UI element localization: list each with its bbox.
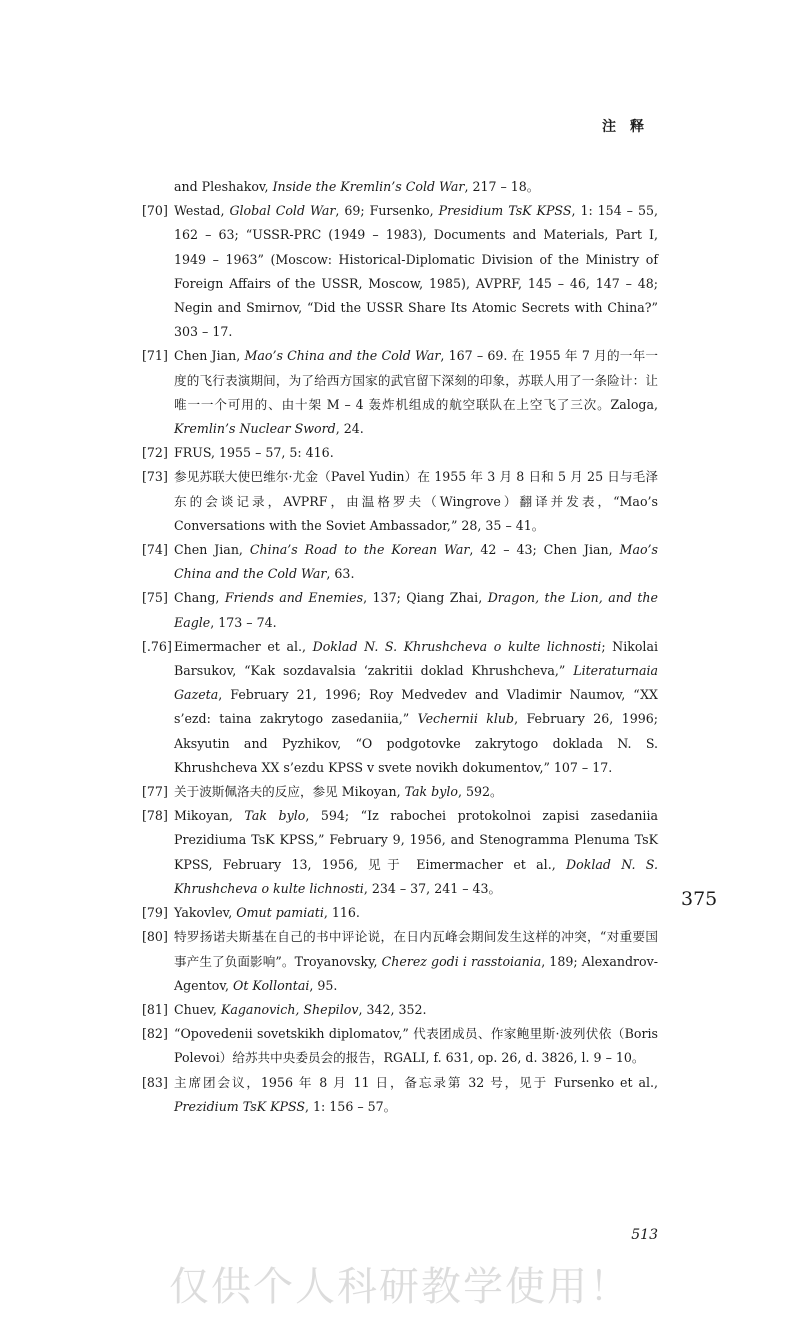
continuation-text: and Pleshakov, Inside the Kremlin’s Cold War, 217 – 18。: [174, 179, 540, 194]
endnote: [142, 780, 658, 804]
endnote: [142, 465, 658, 538]
running-header: 注释: [602, 119, 658, 135]
endnote: [142, 1071, 658, 1119]
endnote-text: Chang, Friends and Enemies, 137; Qiang Zhai, Dragon, the Lion, and the Eagle, 173 – 74.: [174, 590, 658, 630]
notes-list: [142, 199, 658, 1119]
endnote: [142, 804, 658, 901]
endnote: [142, 586, 658, 634]
endnote-text: Mikoyan, Tak bylo, 594; “Iz rabochei protokolnoi zapisi zasedaniia Prezidiuma TsK KPSS,” February 9, 1956, and Stenogramma Plenuma TsK KPSS, February 13, 1956, 见于 Eimermacher et al., Doklad N. S. Khrushcheva o kulte lichnosti, 234 – 37, 241 – 43。: [174, 808, 658, 896]
endnote: [142, 925, 658, 998]
endnote-text: 参见苏联大使巴维尔·尤金（Pavel Yudin）在 1955 年 3 月 8 日和 5 月 25 日与毛泽东的会谈记录，AVPRF，由温格罗夫（Wingrove）翻译并发表，“Mao’s Conversations with the Soviet Ambassador,” 28, 35 – 41。: [174, 469, 658, 533]
endnote-text: Westad, Global Cold War, 69; Fursenko, Presidium TsK KPSS, 1: 154 – 55, 162 – 63; “USSR-PRC (1949 – 1983), Documents and Materials, Part I, 1949 – 1963” (Moscow: Historical-Diplomatic Division of the Ministry of Foreign Affairs of the USSR, Moscow, 1985), AVPRF, 145 – 46, 147 – 48; Negin and Smirnov, “Did the USSR Share Its Atomic Secrets with China?” 303 – 17.: [174, 203, 658, 340]
watermark: 仅供个人科研教学使用！: [169, 1264, 631, 1310]
endnote-number: [77]: [142, 784, 168, 800]
endnote-number: [80]: [142, 929, 168, 945]
endnote: [142, 1022, 658, 1070]
endnote: [142, 538, 658, 586]
endnote-text: Chuev, Kaganovich, Shepilov, 342, 352.: [174, 1001, 427, 1017]
endnote-text: “Opovedenii sovetskikh diplomatov,” 代表团成员、作家鲍里斯·波列伏依（Boris Polevoi）给苏共中央委员会的报告，RGALI, f. 631, op. 26, d. 3826, l. 9 – 10。: [174, 1026, 658, 1066]
endnote-text: 主席团会议，1956 年 8 月 11 日，备忘录第 32 号，见于 Fursenko et al., Prezidium TsK KPSS, 1: 156 – 57。: [174, 1074, 658, 1114]
endnote: [142, 344, 658, 441]
endnote: [142, 998, 658, 1022]
endnote-number: [70]: [142, 203, 168, 219]
page-number: 513: [631, 1227, 658, 1243]
endnote: [142, 635, 658, 780]
endnote-number: [72]: [142, 445, 168, 461]
notes-body: [142, 175, 658, 1119]
endnote-text: 特罗扬诺夫斯基在自己的书中评论说，在日内瓦峰会期间发生这样的冲突，“对重要国事产生了负面影响”。Troyanovsky, Cherez godi i rasstoiania, 189; Alexandrov-Agentov, Ot Kollontai, 95.: [174, 929, 658, 993]
side-page-number: 375: [681, 888, 718, 910]
endnote-text: 关于波斯佩洛夫的反应，参见 Mikoyan, Tak bylo, 592。: [174, 784, 503, 800]
endnote-number: [71]: [142, 348, 168, 364]
endnote-number: [74]: [142, 542, 168, 558]
endnote-number: [79]: [142, 905, 168, 921]
endnote-number: [81]: [142, 1001, 168, 1017]
endnote-text: Chen Jian, China’s Road to the Korean War, 42 – 43; Chen Jian, Mao’s China and the Cold War, 63.: [174, 542, 658, 582]
endnote-number: [.76]: [142, 638, 172, 654]
endnote-number: [78]: [142, 808, 168, 824]
endnote: [142, 441, 658, 465]
endnote-number: [82]: [142, 1026, 168, 1042]
endnote-number: [83]: [142, 1074, 168, 1090]
endnote-number: [73]: [142, 469, 168, 485]
endnote-text: Yakovlev, Omut pamiati, 116.: [174, 905, 360, 921]
endnote-text: Chen Jian, Mao’s China and the Cold War, 167 – 69. 在 1955 年 7 月的一年一度的飞行表演期间，为了给西方国家的武官留下深刻的印象，苏联人用了一条险计：让唯一一个可用的、由十架 M – 4 轰炸机组成的航空联队在上空飞了三次。Zaloga, Kremlin’s Nuclear Sword, 24.: [174, 348, 658, 437]
endnote: [142, 199, 658, 344]
endnote: [142, 901, 658, 925]
endnote-text: FRUS, 1955 – 57, 5: 416.: [174, 445, 334, 461]
endnote-text: Eimermacher et al., Doklad N. S. Khrushcheva o kulte lichnosti; Nikolai Barsukov, “Kak sozdavalsia ‘zakritii doklad Khrushcheva,” Literaturnaia Gazeta, February 21, 1996; Roy Medvedev and Vladimir Naumov, “XX s’ezd: taina zakrytogo zasedaniia,” Vechernii klub, February 26, 1996; Aksyutin and Pyzhikov, “O podgotovke zakrytogo doklada N. S. Khrushcheva XX s’ezdu KPSS v svete novikh dokumentov,” 107 – 17.: [174, 638, 658, 775]
endnote-number: [75]: [142, 590, 168, 606]
